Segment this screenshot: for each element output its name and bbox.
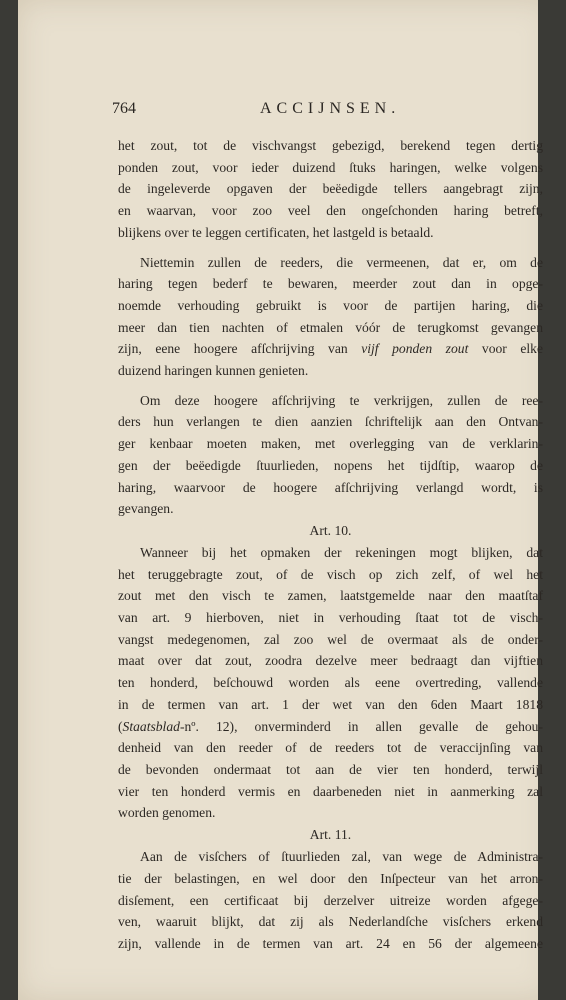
text-line-mixed — [118, 338, 543, 360]
article-heading-10: Art. 10. — [309, 522, 352, 538]
text-line: van art. 9 hierboven, niet in verhouding ſtaat tot de visch- — [118, 610, 543, 626]
text-segment: voor elke — [481, 341, 543, 357]
body-text — [118, 135, 543, 955]
text-line: meer dan tien nachten of etmalen vóór de terugkomst gevangen — [118, 319, 543, 335]
text-line: zout met den visch te zamen, laatstgemelde naar den maatſtaf — [118, 588, 543, 604]
text-line: Wanneer bij het opmaken der rekeningen mogt blijken, dat — [140, 544, 543, 560]
text-line: gevangen. — [118, 501, 174, 517]
staatsblad-italic: Staatsblad — [122, 718, 180, 734]
text-line: het teruggebragte zout, of de visch op zich zelf, of wel het — [118, 566, 543, 582]
article-heading-11: Art. 11. — [309, 827, 352, 843]
text-line: maat over dat zout, zoodra dezelve meer bedraagt dan vijftien — [118, 653, 543, 669]
text-line: ven, waaruit blijkt, dat zij als Nederlandſche visſchers erkend — [118, 914, 543, 930]
text-segment: ( — [118, 718, 123, 734]
text-line: vier ten honderd vermis en daarbeneden niet in aanmerking zal — [118, 783, 543, 799]
text-segment: -nº. 12), onverminderd in allen gevalle de gehou- — [179, 718, 543, 734]
page-header — [110, 100, 530, 126]
text-line: haring tegen bederf te bewaren, meerder zout dan in opge- — [118, 276, 543, 292]
text-line: en waarvan, voor zoo veel den ongeſchonden haring betreft, — [118, 203, 543, 219]
text-segment: zijn, eene hoogere afſchrijving van — [118, 341, 348, 357]
text-line: Om deze hoogere afſchrijving te verkrijgen, zullen de ree- — [140, 392, 543, 408]
paragraph-2 — [118, 252, 543, 382]
page-number: 764 — [112, 100, 136, 117]
text-line: gen der beëedigde ſtuurlieden, nopens het tijdſtip, waarop de — [118, 457, 543, 473]
text-line: het zout, tot de vischvangst gebezigd, berekend tegen dertig — [118, 138, 543, 153]
paragraph-4 — [118, 542, 543, 824]
paragraph-1 — [118, 135, 543, 244]
text-line: ger kenbaar moeten maken, met overlegging van de verklarin- — [118, 436, 543, 452]
text-line: ponden zout, voor ieder duizend ſtuks haringen, welke volgens — [118, 159, 543, 175]
italic-phrase: vijf ponden zout — [361, 341, 469, 357]
paragraph-5 — [118, 846, 543, 955]
text-line: Niettemin zullen de reeders, die vermeenen, dat er, om de — [140, 254, 543, 270]
text-line: tie der belastingen, en wel door den Inſpecteur van het arron- — [118, 870, 543, 886]
paragraph-3 — [118, 390, 543, 520]
text-line: in de termen van art. 1 der wet van den 6den Maart 1818 — [118, 696, 543, 712]
text-line: ten honderd, beſchouwd worden als eene overtreding, vallende — [118, 675, 543, 691]
text-line: de ingeleverde opgaven der beëedigde tellers aangebragt zijn, — [118, 181, 543, 197]
text-line: blijkens over te leggen certificaten, het lastgeld is betaald. — [118, 224, 434, 240]
text-line: Aan de visſchers of ſtuurlieden zal, van wege de Administra- — [140, 849, 543, 865]
text-line: denheid van den reeder of de reeders tot de veraccijnſing van — [118, 740, 543, 756]
text-line: ders hun verlangen te dien aanzien ſchriftelijk aan den Ontvan- — [118, 414, 543, 430]
text-line: vangst medegenomen, zal zoo wel de overmaat als de onder- — [118, 631, 543, 647]
text-line: duizend haringen kunnen genieten. — [118, 363, 309, 379]
text-line: worden genomen. — [118, 805, 216, 821]
text-line: noemde verhouding gebruikt is voor de partijen haring, die — [118, 297, 543, 313]
text-line: zijn, vallende in de termen van art. 24 en 56 der algemeene — [118, 935, 543, 951]
text-line-mixed — [118, 716, 543, 738]
text-line: disſement, een certificaat bij derzelver uitreize worden afgege- — [118, 892, 543, 908]
text-line: de bevonden ondermaat tot aan de vier ten honderd, terwijl — [118, 761, 543, 777]
text-line: haring, waarvoor de hoogere afſchrijving verlangd wordt, is — [118, 479, 543, 495]
running-title: ACCIJNSEN. — [260, 100, 401, 117]
